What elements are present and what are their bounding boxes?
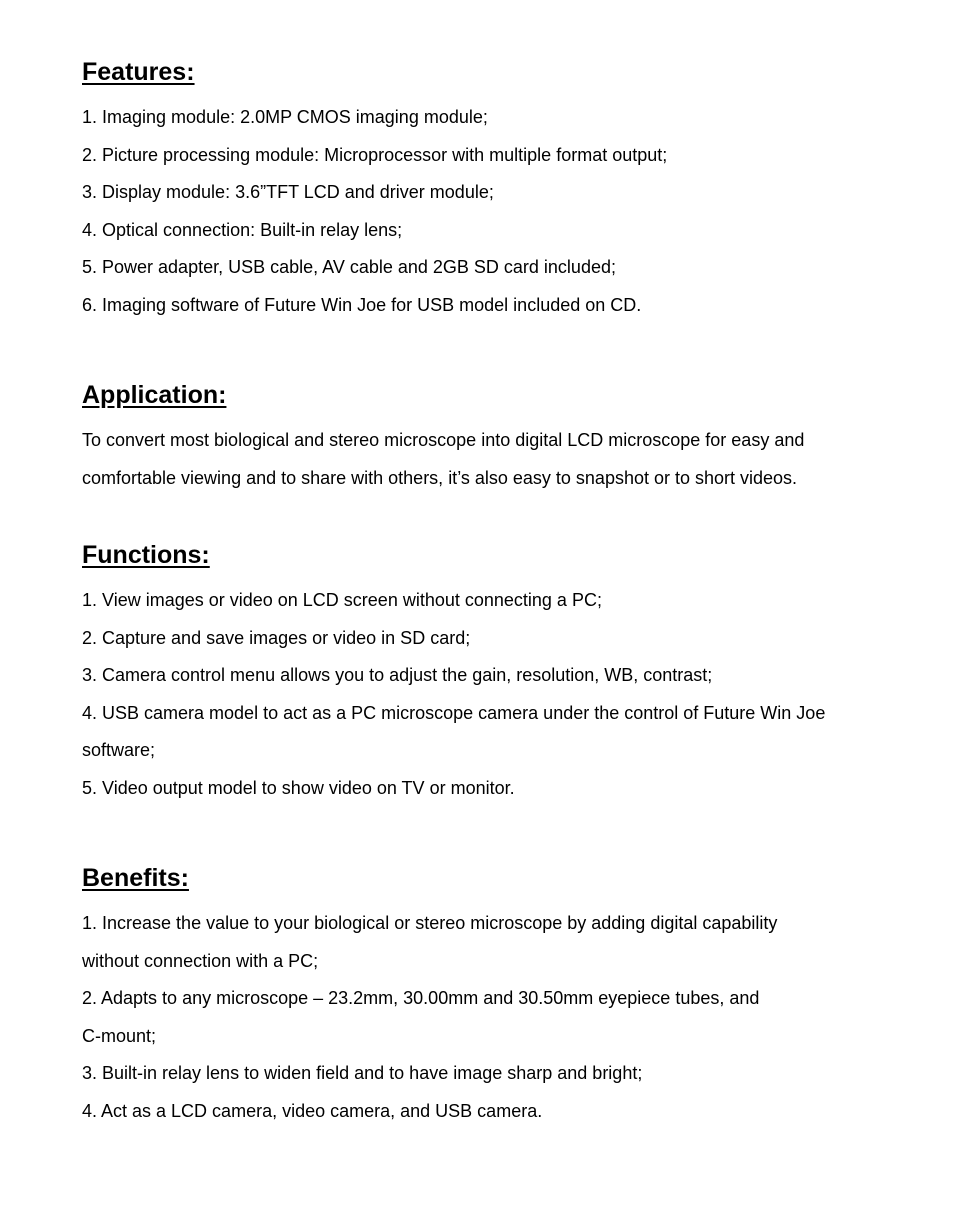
benefits-line-2: without connection with a PC; [82,950,319,971]
features-item-1: 1. Imaging module: 2.0MP CMOS imaging module; [82,107,488,127]
features-item-4: 4. Optical connection: Built-in relay lens; [82,219,403,240]
application-paragraph [82,422,882,497]
functions-line-1: 1. View images or video on LCD screen without connecting a PC; [82,590,602,610]
features-list [82,99,882,324]
benefits-line-3: 2. Adapts to any microscope – 23.2mm, 30.00mm and 30.50mm eyepiece tubes, and [82,988,760,1008]
benefits-line-6: 4. Act as a LCD camera, video camera, and USB camera. [82,1100,543,1121]
application-heading: Application: [82,381,227,409]
functions-heading: Functions: [82,541,210,569]
functions-line-5: software; [82,740,156,760]
benefits-heading: Benefits: [82,864,189,892]
functions-line-6: 5. Video output model to show video on TV or monitor. [82,777,515,798]
features-item-2: 2. Picture processing module: Microprocessor with multiple format output; [82,144,668,165]
benefits-line-5: 3. Built-in relay lens to widen field and to have image sharp and bright; [82,1063,643,1083]
features-item-5: 5. Power adapter, USB cable, AV cable and 2GB SD card included; [82,257,616,277]
functions-line-2: 2. Capture and save images or video in SD card; [82,627,471,648]
application-line-2: comfortable viewing and to share with others, it’s also easy to snapshot or to short videos. [82,467,798,488]
document-page [82,0,882,1130]
benefits-line-1: 1. Increase the value to your biological or stereo microscope by adding digital capability [82,913,778,933]
application-line-1: To convert most biological and stereo microscope into digital LCD microscope for easy and [82,430,805,450]
benefits-list [82,905,882,1130]
functions-line-3: 3. Camera control menu allows you to adjust the gain, resolution, WB, contrast; [82,665,713,685]
functions-line-4: 4. USB camera model to act as a PC microscope camera under the control of Future Win Joe [82,702,826,723]
features-heading: Features: [82,58,195,86]
features-item-3: 3. Display module: 3.6”TFT LCD and driver module; [82,182,494,202]
benefits-line-4: C-mount; [82,1025,157,1046]
functions-list [82,582,882,807]
features-item-6: 6. Imaging software of Future Win Joe for USB model included on CD. [82,294,642,315]
